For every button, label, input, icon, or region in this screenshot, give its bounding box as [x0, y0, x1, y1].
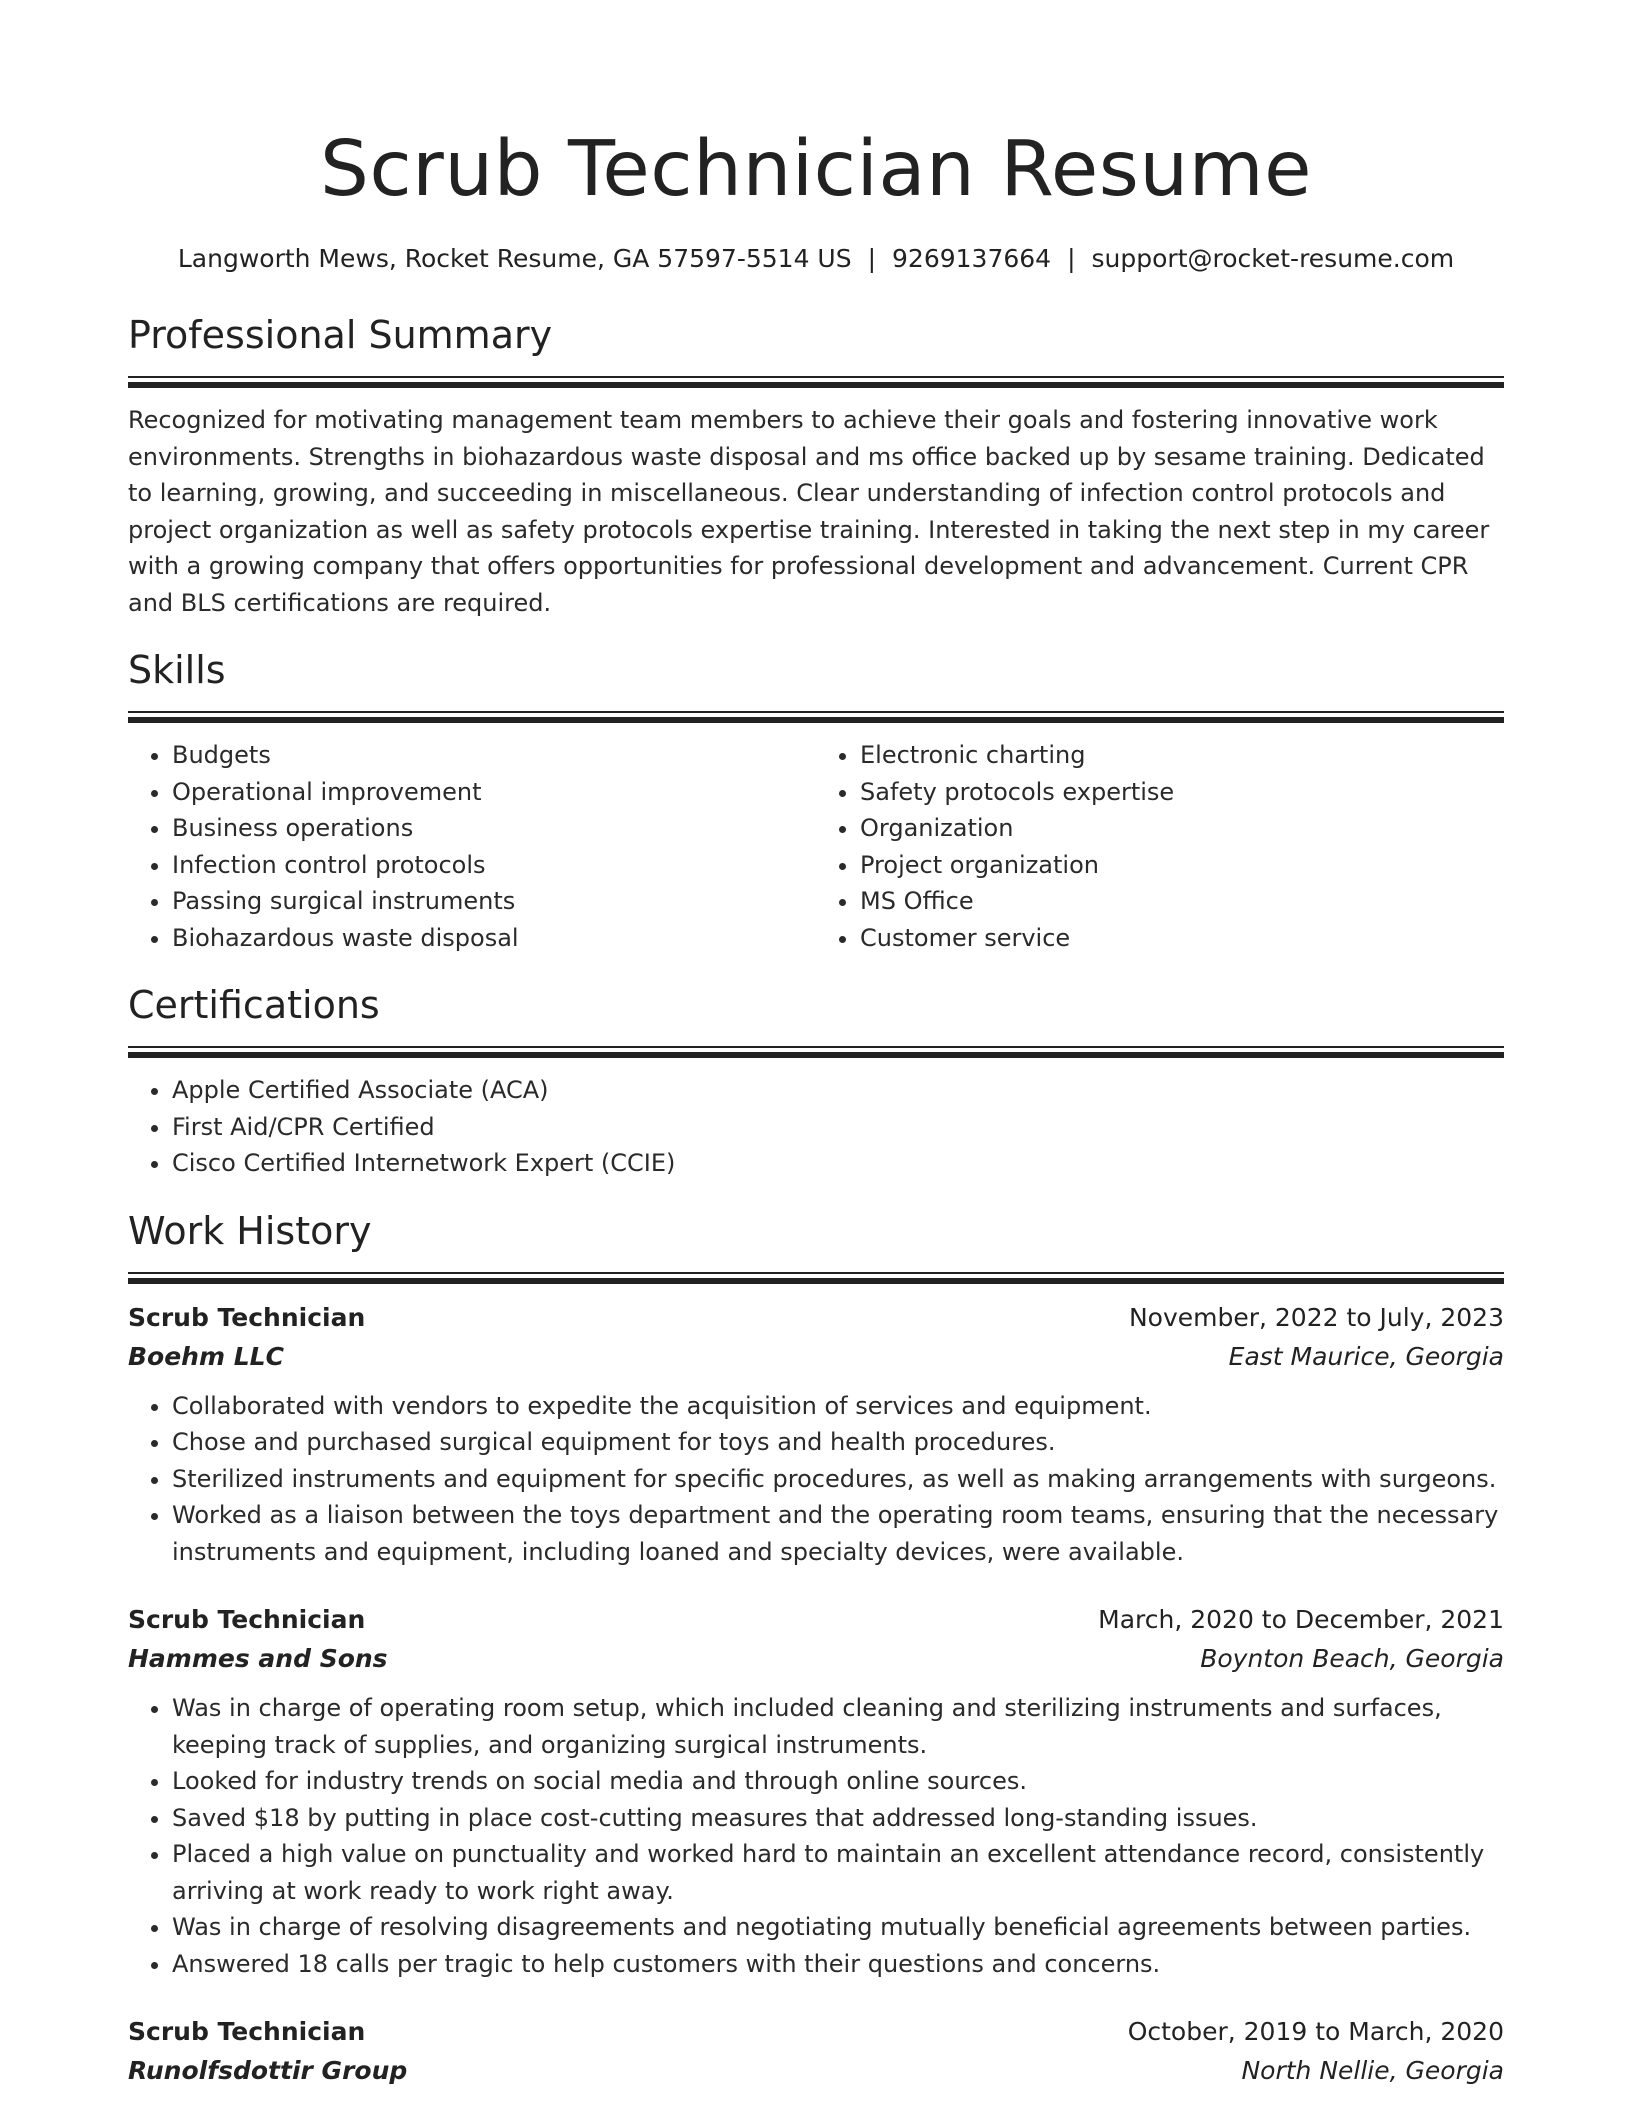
job-bullet: • Was in charge of operating room setup, which included cleaning and sterilizing instruments and surfaces, keeping track of supplies, and organizing surgical instruments. — [172, 1690, 1504, 1763]
job-title: Scrub Technician — [128, 1605, 366, 1634]
skills-list-left — [128, 737, 816, 956]
skill-item: • Project organization — [860, 847, 1504, 884]
job-company-row — [128, 1639, 1504, 1678]
job-bullet: • Looked for industry trends on social media and through online sources. — [172, 1763, 1504, 1800]
certification-item: • First Aid/CPR Certified — [172, 1109, 1504, 1146]
certifications-list — [128, 1072, 1504, 1182]
job-entry — [128, 2012, 1504, 2090]
summary-text: Recognized for motivating management team members to achieve their goals and fostering innovative work environments. Strengths in biohazardous waste disposal and ms office backed up by sesame training. Dedicated to learning, growing, and succeeding in miscellaneous. Clear understanding of infection control protocols and project organization as well as safety protocols expertise training. Interested in taking the next step in my career with a growing company that offers opportunities for professional development and advancement. Current CPR and BLS certifications are required. — [128, 406, 1490, 617]
job-company-row — [128, 1337, 1504, 1376]
skill-item: • Business operations — [172, 810, 816, 847]
job-company: Runolfsdottir Group — [128, 2056, 408, 2085]
job-bullets — [128, 1388, 1504, 1571]
job-bullet: • Sterilized instruments and equipment for specific procedures, as well as making arrangements with surgeons. — [172, 1461, 1504, 1498]
job-bullet: • Worked as a liaison between the toys department and the operating room teams, ensuring that the necessary instruments and equipment, including loaned and specialty devices, were available. — [172, 1497, 1504, 1570]
contact-separator: | — [1067, 244, 1076, 273]
skill-item: • Biohazardous waste disposal — [172, 920, 816, 957]
job-dates: March, 2020 to December, 2021 — [1098, 1605, 1504, 1634]
skill-item: • Safety protocols expertise — [860, 774, 1504, 811]
skill-item: • Electronic charting — [860, 737, 1504, 774]
skills-section — [128, 647, 1504, 956]
job-entry — [128, 1600, 1504, 1982]
summary-section — [128, 312, 1504, 621]
job-location: North Nellie, Georgia — [1241, 2056, 1504, 2085]
contact-address: Langworth Mews, Rocket Resume, GA 57597-5514 US — [177, 244, 852, 273]
certification-item: • Cisco Certified Internetwork Expert (CCIE) — [172, 1145, 1504, 1182]
job-location: East Maurice, Georgia — [1228, 1341, 1504, 1371]
resume-page — [128, 0, 1504, 2090]
skills-heading: Skills — [128, 648, 226, 692]
section-divider — [128, 1046, 1504, 1058]
job-bullet: • Chose and purchased surgical equipment for toys and health procedures. — [172, 1424, 1504, 1461]
job-bullet: • Answered 18 calls per tragic to help customers with their questions and concerns. — [172, 1946, 1504, 1983]
job-company: Hammes and Sons — [128, 1644, 388, 1673]
contact-phone: 9269137664 — [892, 244, 1052, 273]
job-location: Boynton Beach, Georgia — [1200, 1644, 1504, 1673]
skill-item: • Budgets — [172, 737, 816, 774]
section-divider — [128, 1272, 1504, 1284]
summary-heading: Professional Summary — [128, 313, 553, 357]
job-title: Scrub Technician — [128, 2017, 366, 2046]
skill-item: • Infection control protocols — [172, 847, 816, 884]
contact-email[interactable]: support@rocket-resume.com — [1091, 244, 1455, 273]
skill-item: • Customer service — [860, 920, 1504, 957]
skill-item: • Operational improvement — [172, 774, 816, 811]
job-bullet: • Collaborated with vendors to expedite the acquisition of services and equipment. — [172, 1388, 1504, 1425]
work-history-section — [128, 1208, 1504, 2091]
job-company: Boehm LLC — [128, 1341, 284, 1371]
resume-title: Scrub Technician Resume — [319, 125, 1313, 214]
skills-list-right — [816, 737, 1504, 956]
skill-item: • Passing surgical instruments — [172, 883, 816, 920]
contact-separator: | — [867, 244, 877, 273]
skill-item: • Organization — [860, 810, 1504, 847]
section-divider — [128, 376, 1504, 388]
work-history-heading: Work History — [128, 1208, 372, 1253]
skills-columns — [128, 737, 1504, 956]
job-header-row — [128, 2012, 1504, 2051]
contact-line — [128, 242, 1504, 276]
job-dates: October, 2019 to March, 2020 — [1127, 2017, 1504, 2046]
certifications-heading: Certifications — [128, 983, 380, 1027]
job-header-row — [128, 1600, 1504, 1639]
job-bullet: • Placed a high value on punctuality and worked hard to maintain an excellent attendance record, consistently arriving at work ready to work right away. — [172, 1836, 1504, 1909]
job-bullet: • Was in charge of resolving disagreements and negotiating mutually beneficial agreements between parties. — [172, 1909, 1504, 1946]
section-divider — [128, 711, 1504, 723]
job-dates: November, 2022 to July, 2023 — [1128, 1302, 1504, 1332]
job-bullets — [128, 1690, 1504, 1982]
job-bullet: • Saved $18 by putting in place cost-cutting measures that addressed long-standing issues. — [172, 1800, 1504, 1837]
job-company-row — [128, 2051, 1504, 2090]
certifications-section — [128, 982, 1504, 1182]
job-header-row — [128, 1298, 1504, 1337]
job-title: Scrub Technician — [128, 1302, 366, 1332]
job-entry — [128, 1298, 1504, 1571]
certification-item: • Apple Certified Associate (ACA) — [172, 1072, 1504, 1109]
skill-item: • MS Office — [860, 883, 1504, 920]
